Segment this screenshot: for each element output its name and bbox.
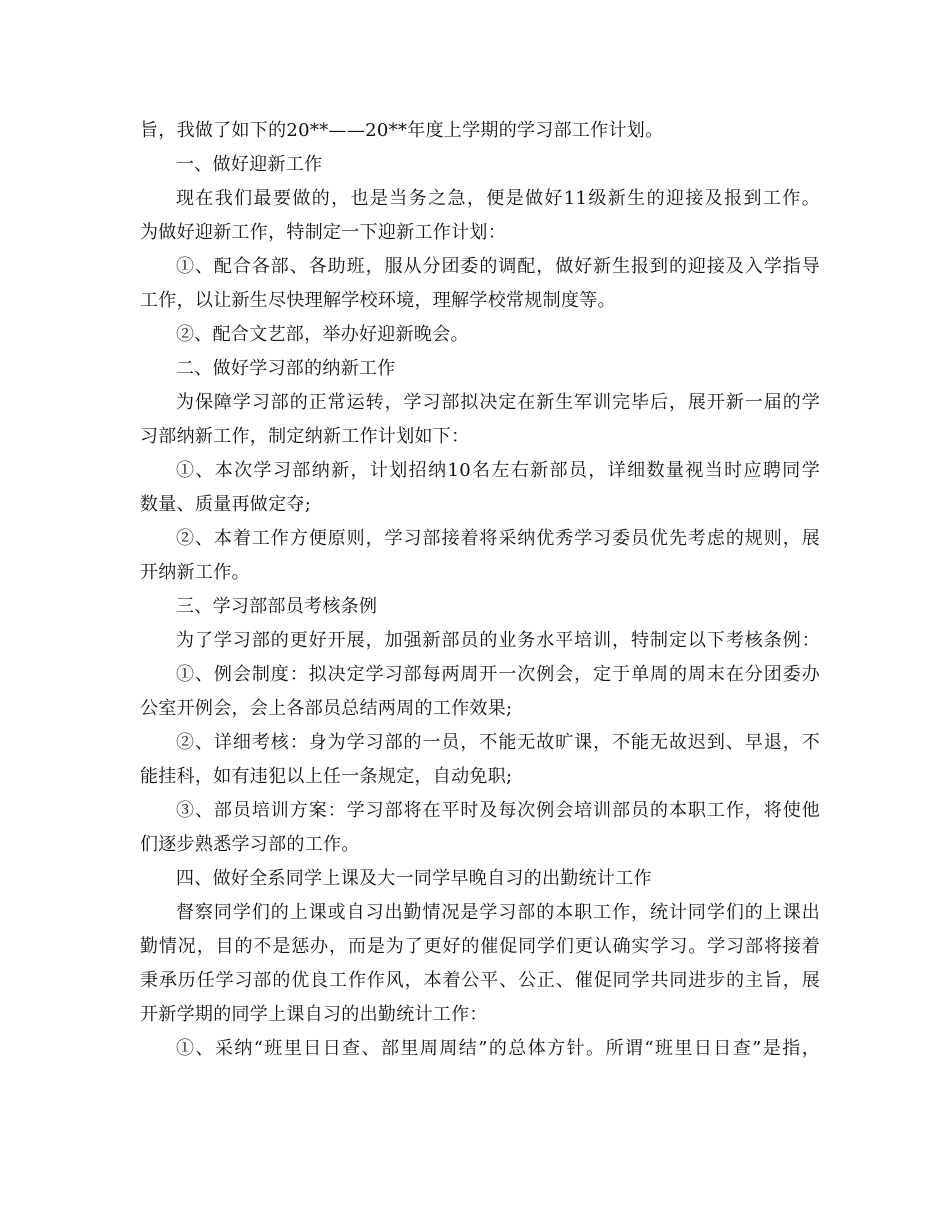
text-line: 公室开例会，会上各部员总结两周的工作效果; xyxy=(140,698,513,719)
text-line: ①、例会制度：拟决定学习部每两周开一次例会，定于单周的周末在分团委办 xyxy=(176,664,820,685)
text-line: ②、配合文艺部，举办好迎新晚会。 xyxy=(176,324,469,345)
section-heading: 四、做好全系同学上课及大一同学早晚自习的出勤统计工作 xyxy=(176,868,652,889)
text-line: ①、本次学习部纳新，计划招纳10名左右新部员，详细数量视当时应聘同学 xyxy=(176,460,820,481)
text-line: 为保障学习部的正常运转，学习部拟决定在新生军训完毕后，展开新一届的学 xyxy=(176,392,820,413)
text-line: 开纳新工作。 xyxy=(140,562,250,583)
document-body xyxy=(140,114,820,1066)
section-heading: 三、学习部部员考核条例 xyxy=(176,596,378,617)
text-line: 习部纳新工作，制定纳新工作计划如下： xyxy=(140,426,470,447)
text-line: 秉承历任学习部的优良工作作风，本着公平、公正、催促同学共同进步的主旨，展 xyxy=(140,970,820,991)
text-line: ①、采纳“班里日日查、部里周周结”的总体方针。所谓“班里日日查”是指， xyxy=(176,1038,820,1059)
text-line: 为了学习部的更好开展，加强新部员的业务水平培训，特制定以下考核条例： xyxy=(176,630,820,651)
text-line: 工作，以让新生尽快理解学校环境，理解学校常规制度等。 xyxy=(140,290,616,311)
section-heading: 一、做好迎新工作 xyxy=(176,154,323,175)
text-line: 督察同学们的上课或自习出勤情况是学习部的本职工作，统计同学们的上课出 xyxy=(176,902,820,923)
text-line: 能挂科，如有违犯以上任一条规定，自动免职; xyxy=(140,766,513,787)
text-line: 数量、质量再做定夺; xyxy=(140,494,312,515)
text-line: 们逐步熟悉学习部的工作。 xyxy=(140,834,360,855)
text-line: 勤情况，目的不是惩办，而是为了更好的催促同学们更认确实学习。学习部将接着 xyxy=(140,936,820,957)
text-line: ②、本着工作方便原则，学习部接着将采纳优秀学习委员优先考虑的规则，展 xyxy=(176,528,820,549)
text-line: ③、部员培训方案：学习部将在平时及每次例会培训部员的本职工作，将使他 xyxy=(176,800,820,821)
text-line: 旨，我做了如下的20**——20**年度上学期的学习部工作计划。 xyxy=(140,120,664,141)
text-line: 开新学期的同学上课自习的出勤统计工作： xyxy=(140,1004,488,1025)
text-line: 现在我们最要做的，也是当务之急，便是做好11级新生的迎接及报到工作。 xyxy=(176,188,820,209)
text-line: ①、配合各部、各助班，服从分团委的调配，做好新生报到的迎接及入学指导 xyxy=(176,256,820,277)
text-line: ②、详细考核：身为学习部的一员，不能无故旷课，不能无故迟到、早退，不 xyxy=(176,732,820,753)
text-line: 为做好迎新工作，特制定一下迎新工作计划： xyxy=(140,222,506,243)
section-heading: 二、做好学习部的纳新工作 xyxy=(176,358,396,379)
